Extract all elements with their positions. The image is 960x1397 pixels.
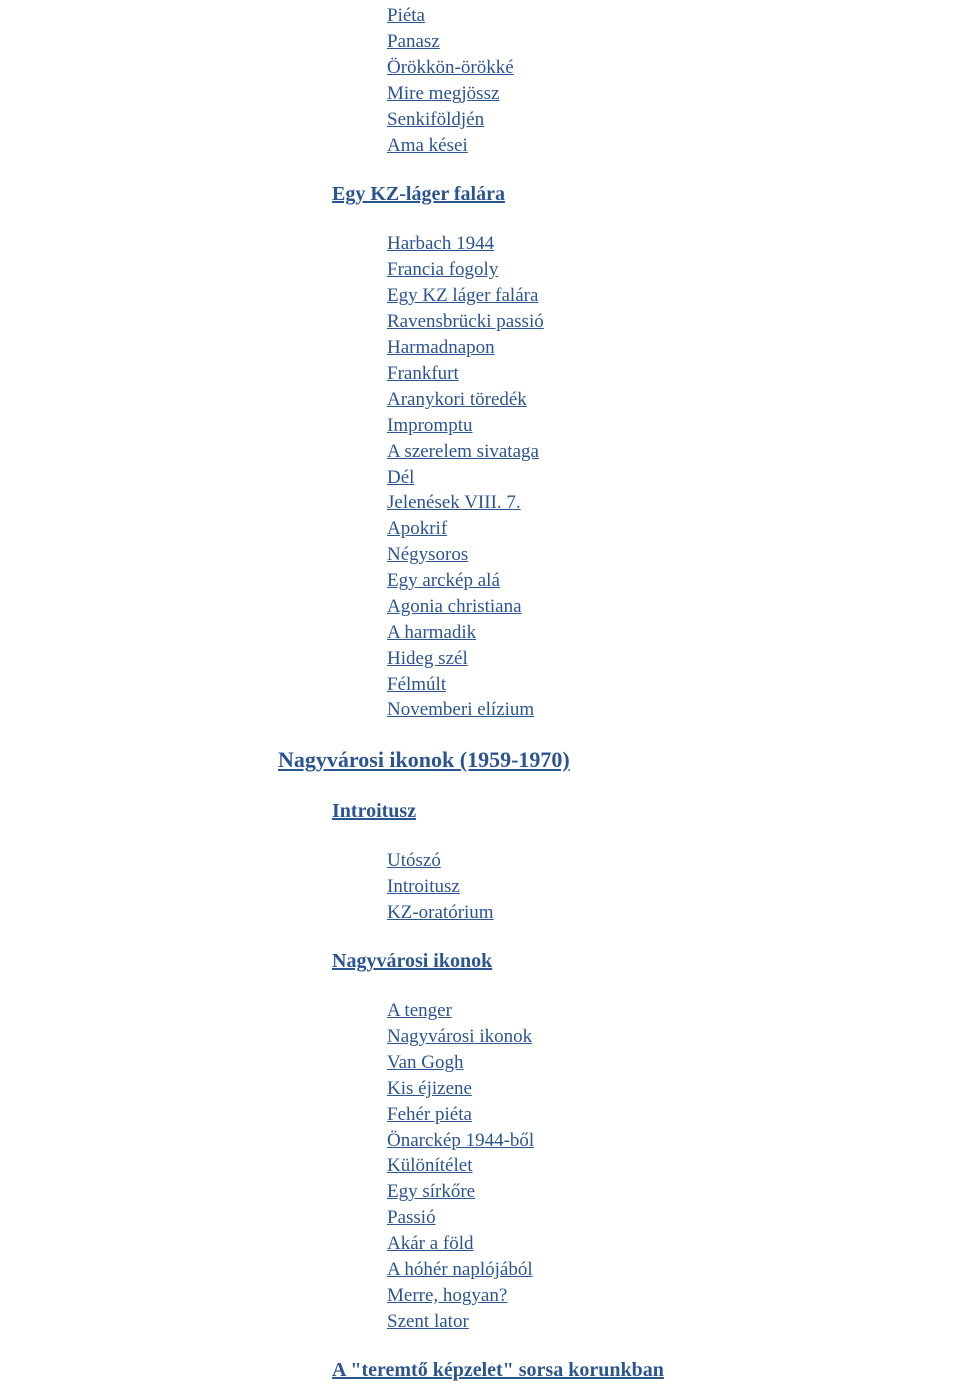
toc-link-utoszo[interactable]: Utószó bbox=[387, 850, 441, 871]
toc-section-nagyvarosi-ikonok[interactable]: Nagyvárosi ikonok bbox=[332, 950, 493, 972]
toc-link-harbach-1944[interactable]: Harbach 1944 bbox=[387, 233, 495, 254]
toc-section-introitusz[interactable]: Introitusz bbox=[332, 800, 417, 822]
toc-link-frankfurt[interactable]: Frankfurt bbox=[387, 363, 459, 384]
toc-link-a-hoher-naplojabol[interactable]: A hóhér naplójából bbox=[387, 1259, 533, 1280]
toc-link-van-gogh[interactable]: Van Gogh bbox=[387, 1052, 464, 1073]
toc-link-negysoros[interactable]: Négysoros bbox=[387, 544, 469, 565]
toc-link-akar-a-fold[interactable]: Akár a föld bbox=[387, 1233, 474, 1254]
toc-part-nagyvarosi-ikonok[interactable]: Nagyvárosi ikonok (1959-1970) bbox=[278, 747, 570, 772]
toc-link-francia-fogoly[interactable]: Francia fogoly bbox=[387, 259, 499, 280]
toc-link-egy-kz-lager-falara[interactable]: Egy KZ láger falára bbox=[387, 285, 539, 306]
toc-link-apokrif[interactable]: Apokrif bbox=[387, 518, 448, 539]
toc-link-introitusz[interactable]: Introitusz bbox=[387, 876, 460, 897]
toc-link-impromptu[interactable]: Impromptu bbox=[387, 415, 473, 436]
toc-section-teremto-kepzelet[interactable]: A "teremtő képzelet" sorsa korunkban bbox=[332, 1359, 664, 1381]
toc-link-szent-lator[interactable]: Szent lator bbox=[387, 1311, 469, 1332]
toc-link-ama-kesei[interactable]: Ama kései bbox=[387, 135, 468, 156]
toc-link-senkifoldjen[interactable]: Senkiföldjén bbox=[387, 109, 485, 130]
toc-link-a-harmadik[interactable]: A harmadik bbox=[387, 622, 477, 643]
toc-link-feher-pieta[interactable]: Fehér piéta bbox=[387, 1104, 472, 1125]
toc-link-jelenesek[interactable]: Jelenések VIII. 7. bbox=[387, 492, 521, 513]
toc-link-del[interactable]: Dél bbox=[387, 467, 415, 488]
toc-link-ravensbrucki-passio[interactable]: Ravensbrücki passió bbox=[387, 311, 544, 332]
toc-link-aranykori-toredek[interactable]: Aranykori töredék bbox=[387, 389, 527, 410]
toc-link-kis-ejizene[interactable]: Kis éjizene bbox=[387, 1078, 472, 1099]
toc-link-a-tenger[interactable]: A tenger bbox=[387, 1000, 452, 1021]
toc-link-panasz[interactable]: Panasz bbox=[387, 31, 440, 52]
toc-link-passio[interactable]: Passió bbox=[387, 1207, 436, 1228]
toc-link-hideg-szel[interactable]: Hideg szél bbox=[387, 648, 468, 669]
toc-link-merre-hogyan[interactable]: Merre, hogyan? bbox=[387, 1285, 508, 1306]
toc-link-harmadnapon[interactable]: Harmadnapon bbox=[387, 337, 495, 358]
toc-section-egy-kz-lager-falara[interactable]: Egy KZ-láger falára bbox=[332, 183, 505, 205]
toc-link-agonia-christiana[interactable]: Agonia christiana bbox=[387, 596, 522, 617]
toc-link-kulonitelet[interactable]: Különítélet bbox=[387, 1155, 473, 1176]
toc-link-onarckep-1944[interactable]: Önarckép 1944-ből bbox=[387, 1130, 535, 1151]
toc-link-felmult[interactable]: Félmúlt bbox=[387, 674, 447, 695]
toc-link-orokkon-orokke[interactable]: Örökkön-örökké bbox=[387, 57, 514, 78]
toc-link-kz-oratorium[interactable]: KZ-oratórium bbox=[387, 902, 494, 923]
toc-link-a-szerelem-sivataga[interactable]: A szerelem sivataga bbox=[387, 441, 539, 462]
toc-link-novemberi-elizium[interactable]: Novemberi elízium bbox=[387, 699, 535, 720]
toc-link-mire-megjossz[interactable]: Mire megjössz bbox=[387, 83, 500, 104]
toc-link-egy-arckep-ala[interactable]: Egy arckép alá bbox=[387, 570, 500, 591]
toc-link-nagyvarosi-ikonok[interactable]: Nagyvárosi ikonok bbox=[387, 1026, 533, 1047]
toc-link-egy-sirkore[interactable]: Egy sírkőre bbox=[387, 1181, 476, 1202]
toc-link-pieta[interactable]: Piéta bbox=[387, 5, 425, 26]
